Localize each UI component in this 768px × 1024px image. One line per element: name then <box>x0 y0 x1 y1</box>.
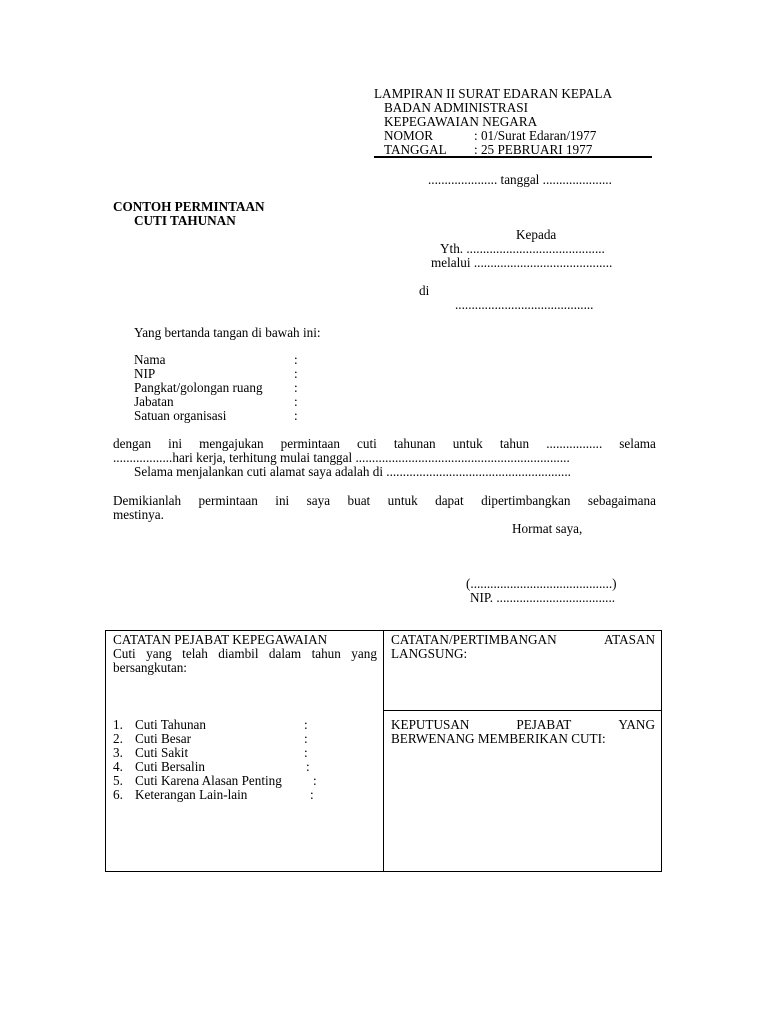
signature-name-line: (...........................................) <box>466 576 617 591</box>
table-word: Cuti <box>113 646 136 661</box>
field-jabatan <box>134 395 298 409</box>
body-word: Demikianlah <box>113 493 182 508</box>
field-nama <box>134 353 298 367</box>
document-title-line-1: CONTOH PERMINTAAN <box>113 199 265 214</box>
cuti-item <box>113 760 373 774</box>
table-word: KEPUTUSAN <box>391 717 470 732</box>
body-word: ini <box>275 493 290 508</box>
field-colon: : <box>294 380 298 395</box>
cuti-item-number: 3. <box>113 745 123 760</box>
cuti-item <box>113 718 373 732</box>
table-word: tahun <box>311 646 341 661</box>
body-word: dengan <box>113 436 152 451</box>
field-colon: : <box>294 366 298 381</box>
cuti-item-number: 6. <box>113 787 123 802</box>
body-word: tahun <box>499 436 530 451</box>
field-label: Pangkat/golongan ruang <box>134 380 263 395</box>
langsung-line: LANGSUNG: <box>391 646 468 661</box>
document-title-line-2: CUTI TAHUNAN <box>134 213 236 228</box>
table-word: telah <box>182 646 208 661</box>
cuti-item-label: Cuti Karena Alasan Penting <box>135 773 282 788</box>
header-tanggal-value: : 25 PEBRUARI 1977 <box>474 142 593 157</box>
bersangkutan-line: bersangkutan: <box>113 660 187 675</box>
recipient-di: di <box>419 283 430 298</box>
header-nomor-label: NOMOR <box>384 128 434 143</box>
field-label: NIP <box>134 366 156 381</box>
body-word: mengajukan <box>199 436 264 451</box>
table-divider-horizontal <box>383 710 661 711</box>
cuti-item-colon: : <box>304 717 308 732</box>
field-colon: : <box>294 352 298 367</box>
body-line-1 <box>113 437 656 451</box>
hormat-saya: Hormat saya, <box>512 521 583 536</box>
body-line-5: mestinya. <box>113 507 164 522</box>
field-label: Satuan organisasi <box>134 408 227 423</box>
body-word: untuk <box>452 436 483 451</box>
body-word: dapat <box>435 493 464 508</box>
header-nomor-value: : 01/Surat Edaran/1977 <box>474 128 597 143</box>
body-word: buat <box>347 493 371 508</box>
cuti-item-colon: : <box>304 745 308 760</box>
field-satuan-organisasi <box>134 409 298 423</box>
cuti-item-colon: : <box>304 731 308 746</box>
body-word: dipertimbangkan <box>481 493 571 508</box>
table-word: dalam <box>268 646 302 661</box>
cuti-item-label: Cuti Sakit <box>135 745 189 760</box>
cuti-item-number: 4. <box>113 759 123 774</box>
body-line-2: ..................hari kerja, terhitung mulai tanggal ................................................................. <box>113 450 570 465</box>
signature-nip-line: NIP. .................................... <box>470 590 616 605</box>
notes-table <box>105 630 662 872</box>
cuti-item <box>113 788 373 802</box>
body-word: tahunan <box>393 436 436 451</box>
cuti-list <box>113 718 373 802</box>
field-colon: : <box>294 394 298 409</box>
table-word: YANG <box>618 717 655 732</box>
catatan-atasan-title <box>391 633 655 647</box>
table-word: ATASAN <box>604 632 655 647</box>
field-pangkat <box>134 381 298 395</box>
header-line-1: LAMPIRAN II SURAT EDARAN KEPALA <box>374 86 613 101</box>
cuti-item-colon: : <box>310 787 314 802</box>
field-label: Nama <box>134 352 166 367</box>
cuti-item <box>113 774 373 788</box>
table-word: diambil <box>218 646 259 661</box>
keputusan-title <box>391 718 655 732</box>
header-line-3: KEPEGAWAIAN NEGARA <box>384 114 538 129</box>
cuti-diambil-line <box>113 647 377 661</box>
cuti-item-colon: : <box>306 759 310 774</box>
header-tanggal-label: TANGGAL <box>384 142 447 157</box>
cuti-item <box>113 746 373 760</box>
body-word: permintaan <box>280 436 340 451</box>
body-word: selama <box>619 436 656 451</box>
cuti-item-colon: : <box>313 773 317 788</box>
intro-text: Yang bertanda tangan di bawah ini: <box>134 325 321 340</box>
field-colon: : <box>294 408 298 423</box>
cuti-item-number: 1. <box>113 717 123 732</box>
recipient-yth: Yth. .......................................... <box>440 241 605 256</box>
field-nip <box>134 367 298 381</box>
body-word: untuk <box>387 493 418 508</box>
body-word: ini <box>168 436 183 451</box>
cuti-item-label: Cuti Besar <box>135 731 192 746</box>
body-line-4 <box>113 494 656 508</box>
table-word: CATATAN/PERTIMBANGAN <box>391 632 557 647</box>
cuti-item <box>113 732 373 746</box>
cuti-item-label: Cuti Tahunan <box>135 717 206 732</box>
body-word: ................. <box>546 436 603 451</box>
cuti-item-number: 2. <box>113 731 123 746</box>
body-word: saya <box>306 493 331 508</box>
catatan-pejabat-title: CATATAN PEJABAT KEPEGAWAIAN <box>113 632 328 647</box>
recipient-kepada: Kepada <box>516 227 557 242</box>
cuti-item-number: 5. <box>113 773 123 788</box>
body-word: permintaan <box>198 493 258 508</box>
body-word: cuti <box>357 436 377 451</box>
cuti-item-label: Keterangan Lain-lain <box>135 787 248 802</box>
date-line: ..................... tanggal ..................... <box>428 172 612 187</box>
header-underline <box>374 156 652 158</box>
recipient-melalui: melalui .......................................... <box>431 255 613 270</box>
cuti-item-label: Cuti Bersalin <box>135 759 205 774</box>
recipient-di-line: .......................................... <box>455 297 594 312</box>
table-divider-vertical <box>383 631 384 871</box>
body-line-3: Selama menjalankan cuti alamat saya adalah di ........................................................ <box>134 464 571 479</box>
table-word: PEJABAT <box>516 717 572 732</box>
berwenang-line: BERWENANG MEMBERIKAN CUTI: <box>391 731 606 746</box>
header-line-2: BADAN ADMINISTRASI <box>384 100 528 115</box>
body-word: sebagaimana <box>587 493 656 508</box>
field-label: Jabatan <box>134 394 174 409</box>
table-word: yang <box>146 646 172 661</box>
table-word: yang <box>351 646 377 661</box>
